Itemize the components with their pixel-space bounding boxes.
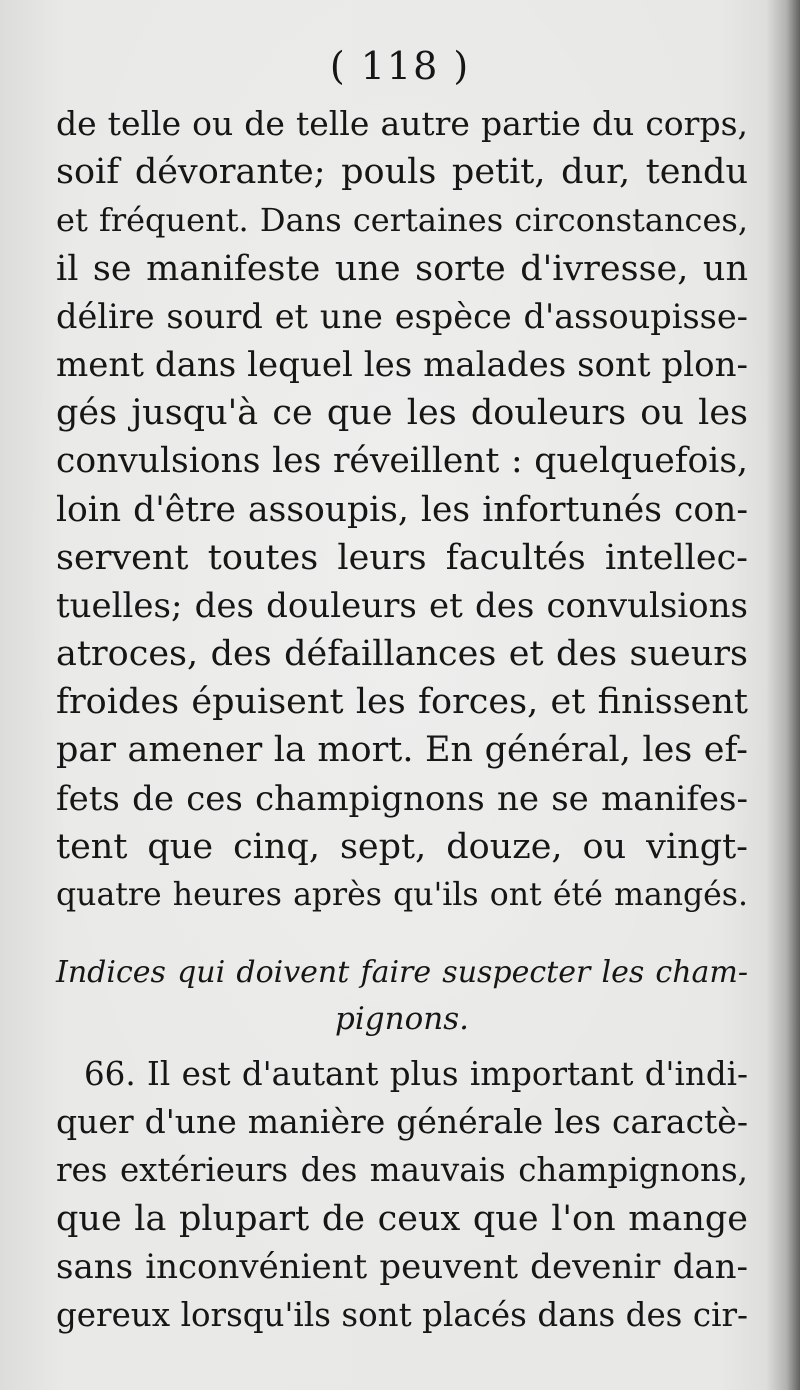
page-number: ( 118 ) (329, 44, 471, 88)
text-line: servent toutes leurs facultés intellec- (56, 537, 748, 578)
text-line: sans inconvénient peuvent devenir dan- (56, 1246, 748, 1287)
text-line: par amener la mort. En général, les ef- (56, 730, 748, 771)
text-line: tent que cinq, sept, douze, ou vingt- (56, 826, 748, 867)
spine-shadow (766, 0, 800, 1390)
heading-line: pignons. (335, 1001, 469, 1037)
text-line: tuelles; des douleurs et des convulsions (56, 585, 748, 626)
text-line: délire sourd et une espèce d'assoupisse- (56, 296, 748, 336)
text-line: fets de ces champignons ne se manifes- (56, 778, 748, 819)
text-line: et fréquent. Dans certaines circonstances, (56, 201, 748, 240)
text-line: ment dans lequel les malades sont plon- (56, 344, 748, 385)
paragraph-2 (56, 1050, 748, 1339)
section-heading (56, 950, 748, 1042)
text-line: quer d'une manière générale les caractè- (56, 1102, 748, 1142)
text-line: que la plupart de ceux que l'on mange (56, 1198, 748, 1239)
paragraph-1 (56, 100, 748, 919)
text-line: gereux lorsqu'ils sont placés dans des cir- (56, 1295, 748, 1334)
text-line: res extérieurs des mauvais champignons, (56, 1151, 748, 1190)
text-line: de telle ou de telle autre partie du corps, (56, 104, 748, 143)
text-line: atroces, des défaillances et des sueurs (56, 634, 748, 675)
heading-line: Indices qui doivent faire suspecter les cham- (56, 955, 748, 990)
text-line: froides épuisent les forces, et finissent (56, 682, 748, 723)
text-line: quatre heures après qu'ils ont été mangés. (56, 877, 748, 913)
text-line: il se manifeste une sorte d'ivresse, un (56, 248, 748, 289)
text-line: soif dévorante; pouls petit, dur, tendu (56, 152, 748, 193)
text-line: gés jusqu'à ce que les douleurs ou les (56, 393, 748, 434)
text-line: convulsions les réveillent : quelquefois, (56, 441, 748, 482)
text-line: 66. Il est d'autant plus important d'indi- (84, 1055, 748, 1093)
text-line: loin d'être assoupis, les infortunés con- (56, 489, 748, 530)
